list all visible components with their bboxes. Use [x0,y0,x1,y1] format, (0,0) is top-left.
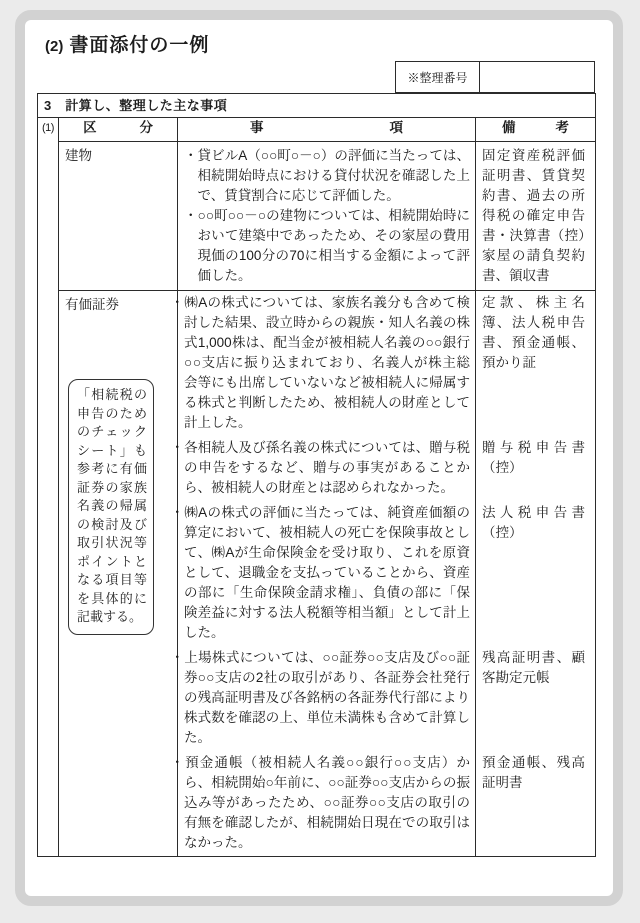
reference-number-label: ※整理番号 [396,62,480,92]
section-number: 3 [44,98,52,113]
column-header-bikou: 備考 [476,118,596,142]
row-index-cell: (1) [38,118,59,857]
checksheet-callout-box: 「相続税の申告のためのチェックシート」も参考に有価証券の家族名義の帰属の検討及び取引状況等ポイントとなる項目等を具体的に記載する。 [68,379,154,635]
section-title: 計算し、整理した主な事項 [65,98,228,113]
yukashoken-bullet-1: ・㈱Aの株式については、家族名義分も含めて検討した結果、設立時からの親族・知人名義の株式1,000株は、配当金が被相続人名義の○○銀行○○支店に振り込まれており、名義人が株主総会等にも出席していないなど被相続人に帰属する株式と判断したため、被相続人の財産として計上した。 [170,295,470,430]
yukashoken-pairs [170,291,595,856]
yukashoken-bullet-2: ・各相続人及び孫名義の株式については、贈与税の申告をするなど、贈与の事実があることから、被相続人の財産とは認められなかった。 [170,440,470,495]
reference-number-box [395,61,595,93]
section-header-row [38,94,596,118]
reference-number-value [480,62,594,92]
column-header-row [38,118,596,142]
table-row-tatemono [38,142,596,291]
yukashoken-note-4: 残高証明書、顧客勘定元帳 [475,646,595,751]
tatemono-note-cell [476,142,596,291]
page-title-number: (2) [45,38,64,55]
column-header-jikou: 事項 [178,118,476,142]
document-page [15,10,623,906]
tatemono-items [178,142,476,291]
yukashoken-items-zone [170,291,596,857]
tatemono-note: 固定資産税評価証明書、賃貸契約書、過去の所得税の確定申告書・決算書（控）家屋の請負契約書、領収書 [482,148,586,283]
yukashoken-note-1: 定款、株主名簿、法人税申告書、預金通帳、預かり証 [475,291,595,436]
category-tatemono: 建物 [59,142,178,291]
tatemono-bullet-1: ・貸ビルA（○○町○－○）の評価に当たっては、相続開始時点における貸付状況を確認した上で、賃貸割合に応じて評価した。 [184,148,470,203]
yukashoken-bullet-4: ・上場株式については、○○証券○○支店及び○○証券○○支店の2社の取引があり、各証券会社発行の残高証明書及び各銘柄の各証券代行部により株式数を確認の上、単位未満株も含めて計算した。 [170,650,470,745]
yukashoken-note-3: 法人税申告書（控） [475,501,595,646]
column-header-kubun: 区分 [59,118,178,142]
yukashoken-note-5: 預金通帳、残高証明書 [475,751,595,856]
yukashoken-bullet-3: ・㈱Aの株式の評価に当たっては、純資産価額の算定において、被相続人の死亡を保険事故として、㈱Aが生命保険金を受け取り、これを原資として、退職金を支払っていることから、資産の部に「生命保険金請求権」、負債の部に「保険差益に対する法人税額等相当額」として計上した。 [170,505,470,640]
page-title-text: 書面添付の一例 [69,35,210,56]
main-table [37,93,596,857]
page-title [45,30,209,57]
yukashoken-note-2: 贈与税申告書（控） [475,436,595,501]
category-yukashoken: 有価証券 [65,297,119,312]
tatemono-bullet-2: ・○○町○○－○の建物については、相続開始時において建築中であったため、その家屋の費用現価の100分の70に相当する金額によって評価した。 [184,208,470,283]
yukashoken-bullet-5: ・預金通帳（被相続人名義○○銀行○○支店）から、相続開始○年前に、○○証券○○支店からの振込み等があったため、○○証券○○支店の取引の有無を確認したが、相続開始日現在での取引はなかった。 [170,755,470,850]
table-row-yukashoken [38,291,596,857]
category-yukashoken-cell [59,291,178,857]
section-header [38,94,596,118]
